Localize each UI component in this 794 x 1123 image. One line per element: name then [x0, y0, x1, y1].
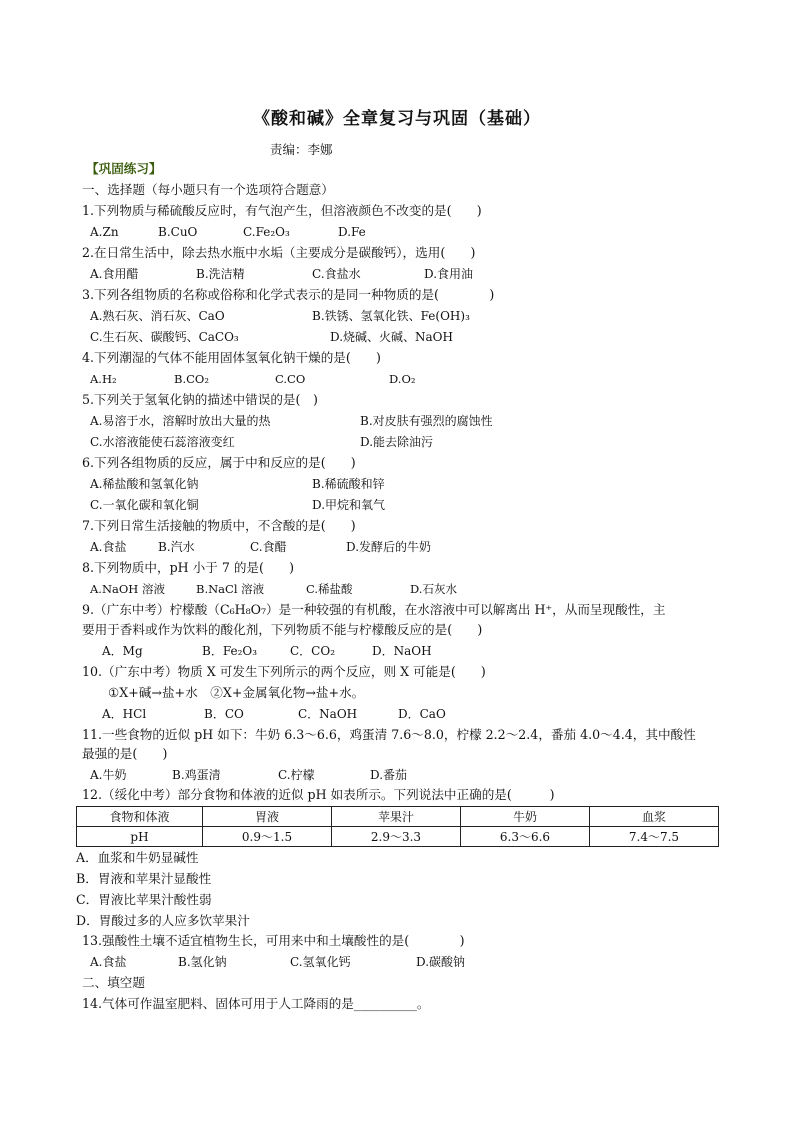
q7-option-d: D.发酵后的牛奶	[346, 540, 432, 554]
question-11-stem: 11.一些食物的近似 pH 如下：牛奶 6.3～6.6，鸡蛋清 7.6～8.0，柠檬 2.2～2.4，番茄 4.0～4.4，其中酸性	[82, 727, 696, 742]
q8-option-a: A.NaOH 溶液	[90, 582, 165, 596]
editor-credit: 责编：李娜	[270, 142, 333, 157]
q4-option-a: A.H₂	[90, 372, 117, 386]
q4-option-b: B.CO₂	[174, 372, 209, 386]
question-14-stem: 14.气体可作温室肥料、固体可用于人工降雨的是__________。	[82, 996, 430, 1011]
q9-option-d: D．NaOH	[372, 644, 432, 658]
section-tag: 【巩固练习】	[86, 161, 162, 176]
question-8-stem: 8.下列物质中，pH 小于 7 的是( )	[82, 560, 295, 575]
q10-option-d: D．CaO	[398, 707, 446, 721]
question-6-stem: 6.下列各组物质的反应，属于中和反应的是( )	[82, 455, 356, 470]
table-header-cell: 胃液	[203, 807, 332, 827]
q5-option-a: A.易溶于水，溶解时放出大量的热	[90, 414, 271, 428]
table-cell: pH	[77, 827, 203, 847]
q1-option-c: C.Fe₂O₃	[243, 225, 290, 239]
q2-option-d: D.食用油	[424, 267, 474, 281]
table-header-cell: 牛奶	[460, 807, 589, 827]
q9-option-b: B．Fe₂O₃	[202, 644, 258, 658]
q13-option-a: A.食盐	[90, 955, 127, 969]
q3-option-b: B.铁锈、氢氧化铁、Fe(OH)₃	[312, 309, 470, 323]
q9-option-c: C．CO₂	[290, 644, 336, 658]
q3-option-a: A.熟石灰、消石灰、CaO	[90, 309, 225, 323]
q3-option-d: D.烧碱、火碱、NaOH	[330, 330, 453, 344]
q5-option-d: D.能去除油污	[360, 435, 434, 449]
q13-option-b: B.氢化钠	[178, 955, 227, 969]
q1-option-d: D.Fe	[338, 225, 366, 239]
page-title: 《酸和碱》全章复习与巩固（基础）	[253, 109, 541, 129]
ph-table	[76, 806, 719, 847]
q4-option-c: C.CO	[275, 372, 306, 386]
section-heading-choice: 一、选择题（每小题只有一个选项符合题意）	[82, 182, 334, 197]
q6-option-d: D.甲烷和氧气	[312, 498, 386, 512]
q8-option-d: D.石灰水	[410, 582, 457, 596]
question-10-stem: 10.（广东中考）物质 X 可发生下列所示的两个反应，则 X 可能是( )	[82, 664, 486, 679]
q2-option-a: A.食用醋	[90, 267, 139, 281]
q8-option-c: C.稀盐酸	[306, 582, 353, 596]
question-10-reactions: ①X+碱→盐+水 ②X+金属氧化物→盐+水。	[108, 685, 365, 700]
table-header-cell: 血浆	[589, 807, 718, 827]
q10-option-b: B．CO	[204, 707, 244, 721]
q13-option-c: C.氢氧化钙	[290, 955, 351, 969]
question-13-stem: 13.强酸性土壤不适宜植物生长，可用来中和土壤酸性的是( )	[82, 933, 465, 948]
q12-option-a: A．血浆和牛奶显碱性	[76, 850, 199, 865]
q7-option-c: C.食醋	[250, 540, 287, 554]
q2-option-c: C.食盐水	[312, 267, 361, 281]
table-cell: 6.3～6.6	[460, 827, 589, 847]
question-2-stem: 2.在日常生活中，除去热水瓶中水垢（主要成分是碳酸钙），选用( )	[82, 245, 476, 260]
table-row	[77, 827, 719, 847]
q7-option-a: A.食盐	[90, 540, 127, 554]
q12-option-b: B．胃液和苹果汁显酸性	[76, 871, 212, 886]
q10-option-c: C．NaOH	[298, 707, 358, 721]
q6-option-c: C.一氧化碳和氧化铜	[90, 498, 199, 512]
table-header-cell: 苹果汁	[331, 807, 460, 827]
table-cell: 0.9～1.5	[203, 827, 332, 847]
table-header-row	[77, 807, 719, 827]
question-11-stem-cont: 最强的是( )	[82, 746, 168, 761]
question-3-stem: 3.下列各组物质的名称或俗称和化学式表示的是同一种物质的是( )	[82, 287, 495, 302]
q11-option-b: B.鸡蛋清	[172, 768, 221, 782]
question-7-stem: 7.下列日常生活接触的物质中，不含酸的是( )	[82, 518, 356, 533]
q2-option-b: B.洗洁精	[196, 267, 245, 281]
q6-option-b: B.稀硫酸和锌	[312, 477, 385, 491]
q5-option-b: B.对皮肤有强烈的腐蚀性	[360, 414, 493, 428]
q13-option-d: D.碳酸钠	[416, 955, 466, 969]
q4-option-d: D.O₂	[389, 372, 416, 386]
question-9-stem-cont: 要用于香料或作为饮料的酸化剂，下列物质不能与柠檬酸反应的是( )	[82, 622, 483, 637]
table-header-cell: 食物和体液	[77, 807, 203, 827]
q10-option-a: A．HCl	[102, 707, 147, 721]
q12-option-c: C．胃液比苹果汁酸性弱	[76, 892, 212, 907]
q1-option-b: B.CuO	[158, 225, 198, 239]
question-9-stem: 9.（广东中考）柠檬酸（C₆H₈O₇）是一种较强的有机酸，在水溶液中可以解离出 H⁺，从而呈现酸性，主	[82, 602, 666, 617]
table-cell: 7.4～7.5	[589, 827, 718, 847]
q12-option-d: D．胃酸过多的人应多饮苹果汁	[76, 913, 250, 928]
q6-option-a: A.稀盐酸和氢氧化钠	[90, 477, 199, 491]
q11-option-c: C.柠檬	[278, 768, 315, 782]
question-5-stem: 5.下列关于氢氧化钠的描述中错误的是( )	[82, 392, 318, 407]
q3-option-c: C.生石灰、碳酸钙、CaCO₃	[90, 330, 239, 344]
q11-option-a: A.牛奶	[90, 768, 127, 782]
q5-option-c: C.水溶液能使石蕊溶液变红	[90, 435, 235, 449]
q9-option-a: A．Mg	[102, 644, 143, 658]
question-1-stem: 1.下列物质与稀硫酸反应时，有气泡产生，但溶液颜色不改变的是( )	[82, 203, 482, 218]
q7-option-b: B.汽水	[158, 540, 195, 554]
table-cell: 2.9～3.3	[331, 827, 460, 847]
question-4-stem: 4.下列潮湿的气体不能用固体氢氧化钠干燥的是( )	[82, 350, 381, 365]
q8-option-b: B.NaCl 溶液	[196, 582, 265, 596]
q11-option-d: D.番茄	[370, 768, 408, 782]
q1-option-a: A.Zn	[90, 225, 119, 239]
question-12-stem: 12.（绥化中考）部分食物和体液的近似 pH 如表所示。下列说法中正确的是( )	[82, 787, 555, 802]
section-heading-fill: 二、填空题	[82, 975, 145, 990]
